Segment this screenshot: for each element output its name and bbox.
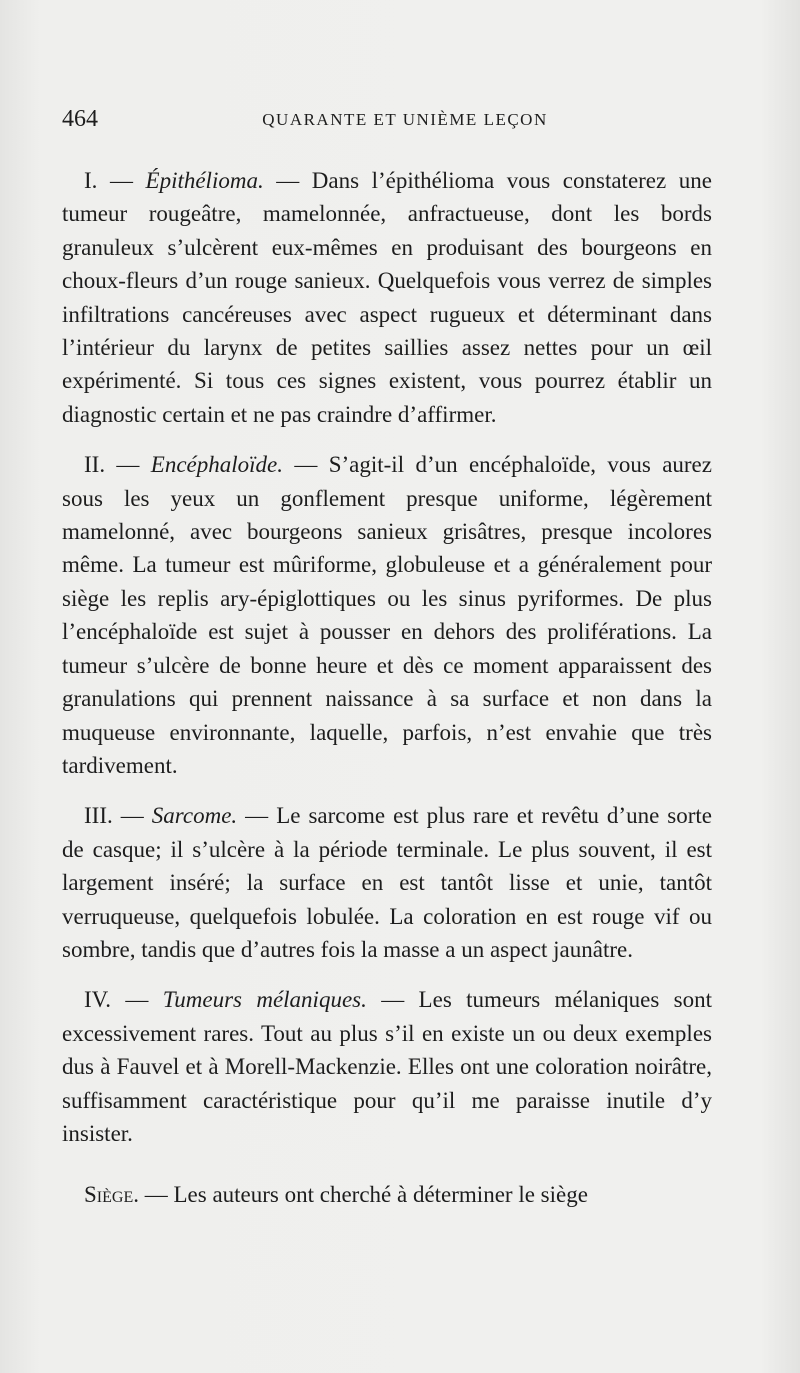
- paragraph-siege: [62, 1178, 712, 1211]
- section-term: Siège.: [84, 1182, 139, 1208]
- paragraph-sarcome: [62, 799, 712, 966]
- section-number: IV. —: [84, 987, 163, 1013]
- section-number: III. —: [84, 803, 152, 829]
- page-body: [62, 164, 712, 1212]
- paragraph-text: — Dans l’épithélioma vous constaterez une tumeur rougeâtre, mamelonnée, anfractueuse, dont les bords granuleux s’ulcèrent eux-mêmes en produisant des bourgeons en choux-fleurs d’un rouge sanieux. Quelquefois vous verrez de simples infiltrations cancéreuses avec aspect rugueux et déterminant dans l’intérieur du larynx de petites saillies assez nettes pour un œil expérimenté. Si tous ces signes existent, vous pourrez établir un diagnostic certain et ne pas craindre d’affirmer.: [62, 168, 712, 427]
- section-term: Tumeurs mélaniques.: [162, 987, 367, 1013]
- section-number: II. —: [84, 452, 151, 478]
- paragraph-text: — Le sarcome est plus rare et revêtu d’une sorte de casque; il s’ulcère à la période terminale. Le plus souvent, il est largement inséré; la surface en est tantôt lisse et unie, tantôt verruqueuse, quelquefois lobulée. La coloration en est rouge vif ou sombre, tandis que d’autres fois la masse a un aspect jaunâtre.: [62, 803, 713, 962]
- paragraph-encephaloide: [62, 448, 712, 782]
- section-term: Sarcome.: [151, 803, 238, 829]
- paragraph-tumeurs-melaniques: [62, 983, 712, 1150]
- page-header: [62, 106, 712, 140]
- section-term: Épithélioma.: [145, 168, 264, 193]
- paragraph-epithelioma: [62, 164, 712, 431]
- page-number: 464: [62, 106, 98, 132]
- section-term: Encéphaloïde.: [150, 452, 283, 478]
- running-title: QUARANTE ET UNIÈME LEÇON: [262, 110, 548, 129]
- paragraph-text: — Les auteurs ont cherché à déterminer le siège: [138, 1182, 588, 1208]
- section-number: I. —: [84, 168, 146, 193]
- paragraph-text: — Les tumeurs mélaniques sont excessivement rares. Tout au plus s’il en existe un ou deux exemples dus à Fauvel et à Morell-Mackenzie. Elles ont une coloration noirâtre, suffisamment caractéristique pour qu’il me paraisse inutile d’y insister.: [62, 987, 712, 1146]
- paragraph-text: — S’agit-il d’un encéphaloïde, vous aurez sous les yeux un gonflement presque uniforme, légèrement mamelonné, avec bourgeons sanieux grisâtres, presque incolores même. La tumeur est mûriforme, globuleuse et a généralement pour siège les replis ary-épiglottiques ou les sinus pyriformes. De plus l’encéphaloïde est sujet à pousser en dehors des proliférations. La tumeur s’ulcère de bonne heure et dès ce moment apparaissent des granulations qui prennent naissance à sa surface et non dans la muqueuse environnante, laquelle, parfois, n’est envahie que très tardivement.: [62, 452, 712, 778]
